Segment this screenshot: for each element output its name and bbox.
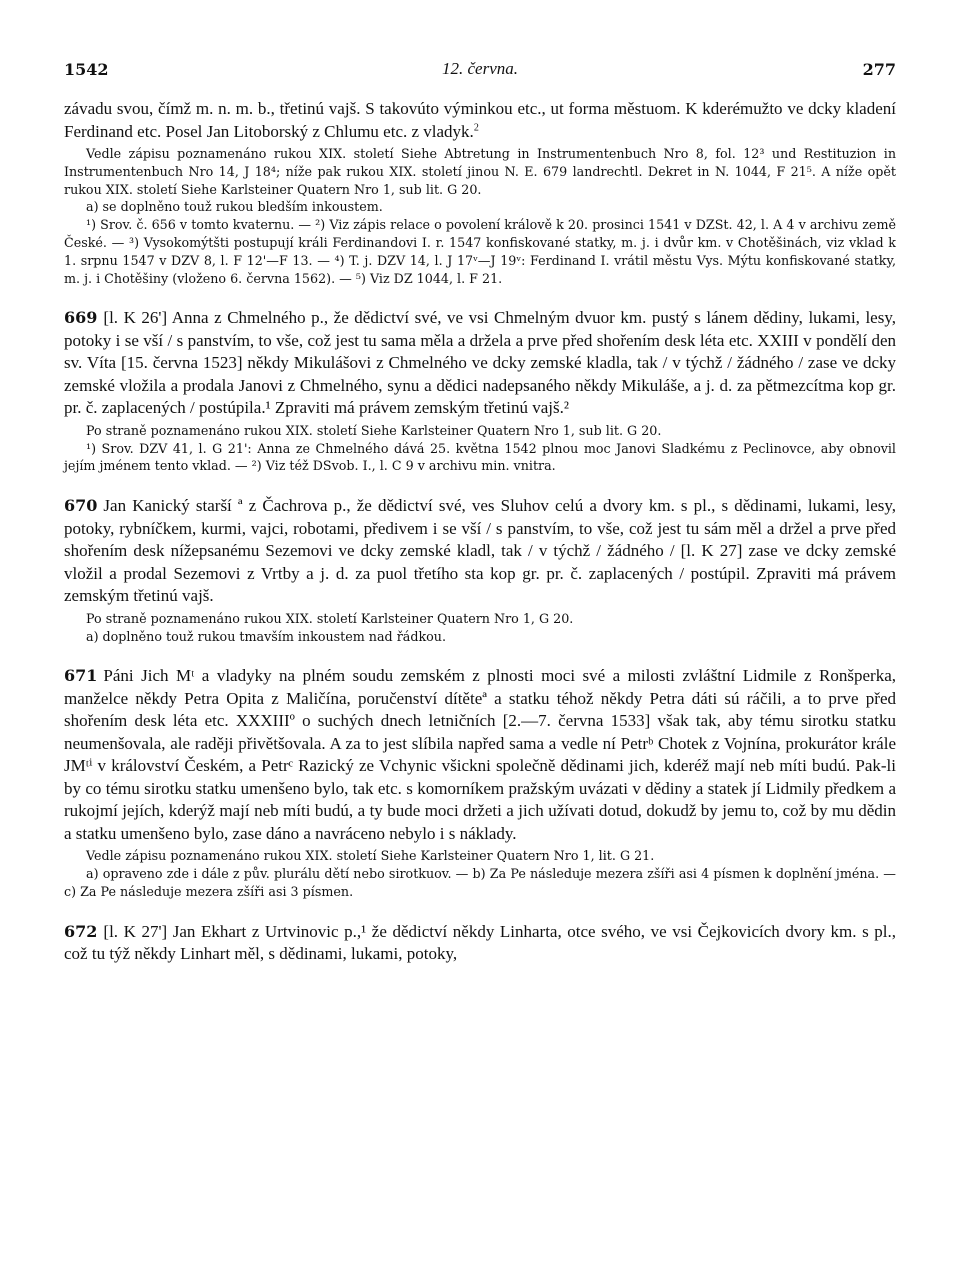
entry-number: 672 [64,921,98,941]
entry-text: [l. K 27'] Jan Ekhart z Urtvinovic p.,¹ že dědictví někdy Linharta, otce svého, ve vsi Čejkovicích dvory km. s pl., což tu týž někdy Linhart měl, s dědinami, lukami, potoky, [64,921,896,964]
footnote: Po straně poznamenáno rukou XIX. století Siehe Karlsteiner Quatern Nro 1, sub lit. G 20. [86,422,662,438]
entry-669 [64,307,896,475]
footnote: a) opraveno zde i dále z pův. plurálu dětí nebo sirotkuov. — b) Za Pe následuje mezera zšíři asi 4 písmen k doplnění jména. — c) Za Pe následuje mezera zšíři asi 3 písmen. [64,866,896,899]
footnote: a) se doplněno touž rukou bledším inkoustem. [86,199,383,215]
entry-notes [64,610,896,646]
footnote: Po straně poznamenáno rukou XIX. století Karlsteiner Quatern Nro 1, G 20. [86,610,574,626]
entry-number: 670 [64,496,98,516]
footnote: Vedle zápisu poznamenáno rukou XIX. století Siehe Abtretung in Instrumentenbuch Nro 8, fol. 12³ und Restituzion in Instrumentenbuch Nro 14, J 18⁴; níže pak rukou XIX. století jinou N. E. 679 landrechtl. Dekret in N. 1044, F 21⁵. A níže opět rukou XIX. století Siehe Karlsteiner Quatern Nro 1, sub lit. G 20. [64,146,896,197]
entry-text: [l. K 26'] Anna z Chmelného p., že dědictví své, ve vsi Chmelným dvuor km. pustý s lánem dědiny, lukami, lesy, potoky i se vší / s panstvím, to vše, což jest tu sama měla a držela a prve před shořením desk léta etc. XXIII v pondělí den sv. Víta [15. června 1523] někdy Mikulášovi z Chmelného ve dcky zemské kladla, tak / v týchž / žádného / zase ve dcky zemské vložila a prodala Janovi z Chmelného, synu a dědici nadepsaného někdy Mikuláše, a j. d. za pětmezcítma kop gr. pr. č. zaplacených / postúpila.¹ Zpraviti má právem zemským třetinú vajš.² [64,308,896,418]
entry-notes [64,422,896,475]
entry-number: 669 [64,308,98,328]
intro-text: závadu svou, čímž m. n. m. b., třetinú vajš. S takovúto výminkou etc., ut forma městuom. K kderémužto ve dcky kladení Ferdinand etc. Posel Jan Litoborský z Chlumu etc. z vladyk.$^2$ [64,99,896,141]
entry-number: 671 [64,666,98,686]
footnote: Vedle zápisu poznamenáno rukou XIX. století Siehe Karlsteiner Quatern Nro 1, lit. G 21. [86,848,655,864]
page-number: 277 [862,60,896,79]
entry-text: Jan Kanický starší ª z Čachrova p., že dědictví své, ves Sluhov celú a dvory km. s pl., s dědinami, lukami, lesy, potoky, rybníčkem, kurmi, vajci, robotami, předivem i se vší / s panstvím, to vše, což jest tu sám měl a držel a prve před shořením desk nížepsanému Sezemovi ve dcky zemské kladl, tak / v týchž / žádného / [l. K 27] zase ve dcky zemské vložil a prodal Sezemovi z Vrtby a j. d. za puol třetího sta kop gr. pr. č. zaplacených / postúpil. Zpraviti má právem zemským třetinú vajš. [64,496,896,606]
footnote: a) doplněno touž rukou tmavším inkoustem nad řádkou. [86,628,446,644]
running-header [64,54,896,84]
entry-671 [64,665,896,900]
entry-670 [64,495,896,645]
footnote: ¹) Srov. DZV 41, l. G 21': Anna ze Chmelného dává 25. května 1542 plnou moc Janovi Sladkému z Peclinovce, aby obnovil jejím jménem tento vklad. — ²) Viz též DSvob. I., l. C 9 v archivu min. vnitra. [64,440,896,474]
entry-text: Páni Jich Mᵗ a vladyky na plném soudu zemském z plnosti moci své a milosti zvláštní Lidmile z Ronšperka, manželce někdy Petra Opita z Maličína, poručenství dítěteª a statku téhož někdy Petra dáti sú ráčili, a to prve před shořením desk léta etc. XXXIIIº o suchých dnech letničních [2.—7. června 1533] však tak, aby tému sirotku statku neumenšovala, ale raději přivětšovala. A za to jest slíbila napřed sama a vedle ní Petrᵇ Chotek z Vojnína, prokurátor krále JMᵗⁱ v království Českém, a Petrᶜ Razický ze Vchynic všickni společně dědinami jich, kderéž mají neb míti budú. Pak-li by co tému sirotku statku umenšeno bylo, tak etc. s komorníkem pražským uvázati v dědiny a statek jí Lidmily předkem a rukojmí jejích, kderýž mají neb míti budú, a ty bude moci držeti a jich užívati dotud, dokudž by jemu to, což by mu dědin a statku umenšeno bylo, zase dáno a navráceno nebylo i s náklady. [64,666,896,843]
document-page [64,54,896,966]
footnote: ¹) Srov. č. 656 v tomto kvaternu. — ²) Viz zápis relace o povolení králově k 20. prosinci 1541 v DZSt. 42, l. A 4 v archivu země České. — ³) Vysokomýtšti postupují králi Ferdinandovi I. r. 1547 konfiskované statky, m. j. i dvůr km. v Chotěšinách, viz vklad k 1. srpnu 1547 v DZV 8, l. F 12'—F 13. — ⁴) T. j. DZV 14, l. J 17ᵛ—J 19ᵛ: Ferdinand I. vrátil městu Vys. Mýtu konfiskované statky, m. j. i Chotěšiny (vloženo 6. června 1562). — ⁵) Viz DZ 1044, l. F 21. [64,217,896,286]
entry-notes [64,847,896,900]
entry-672 [64,921,896,966]
intro-block [64,98,896,287]
header-year: 1542 [64,60,109,79]
header-date: 12. června. [441,59,518,78]
intro-notes [64,145,896,287]
